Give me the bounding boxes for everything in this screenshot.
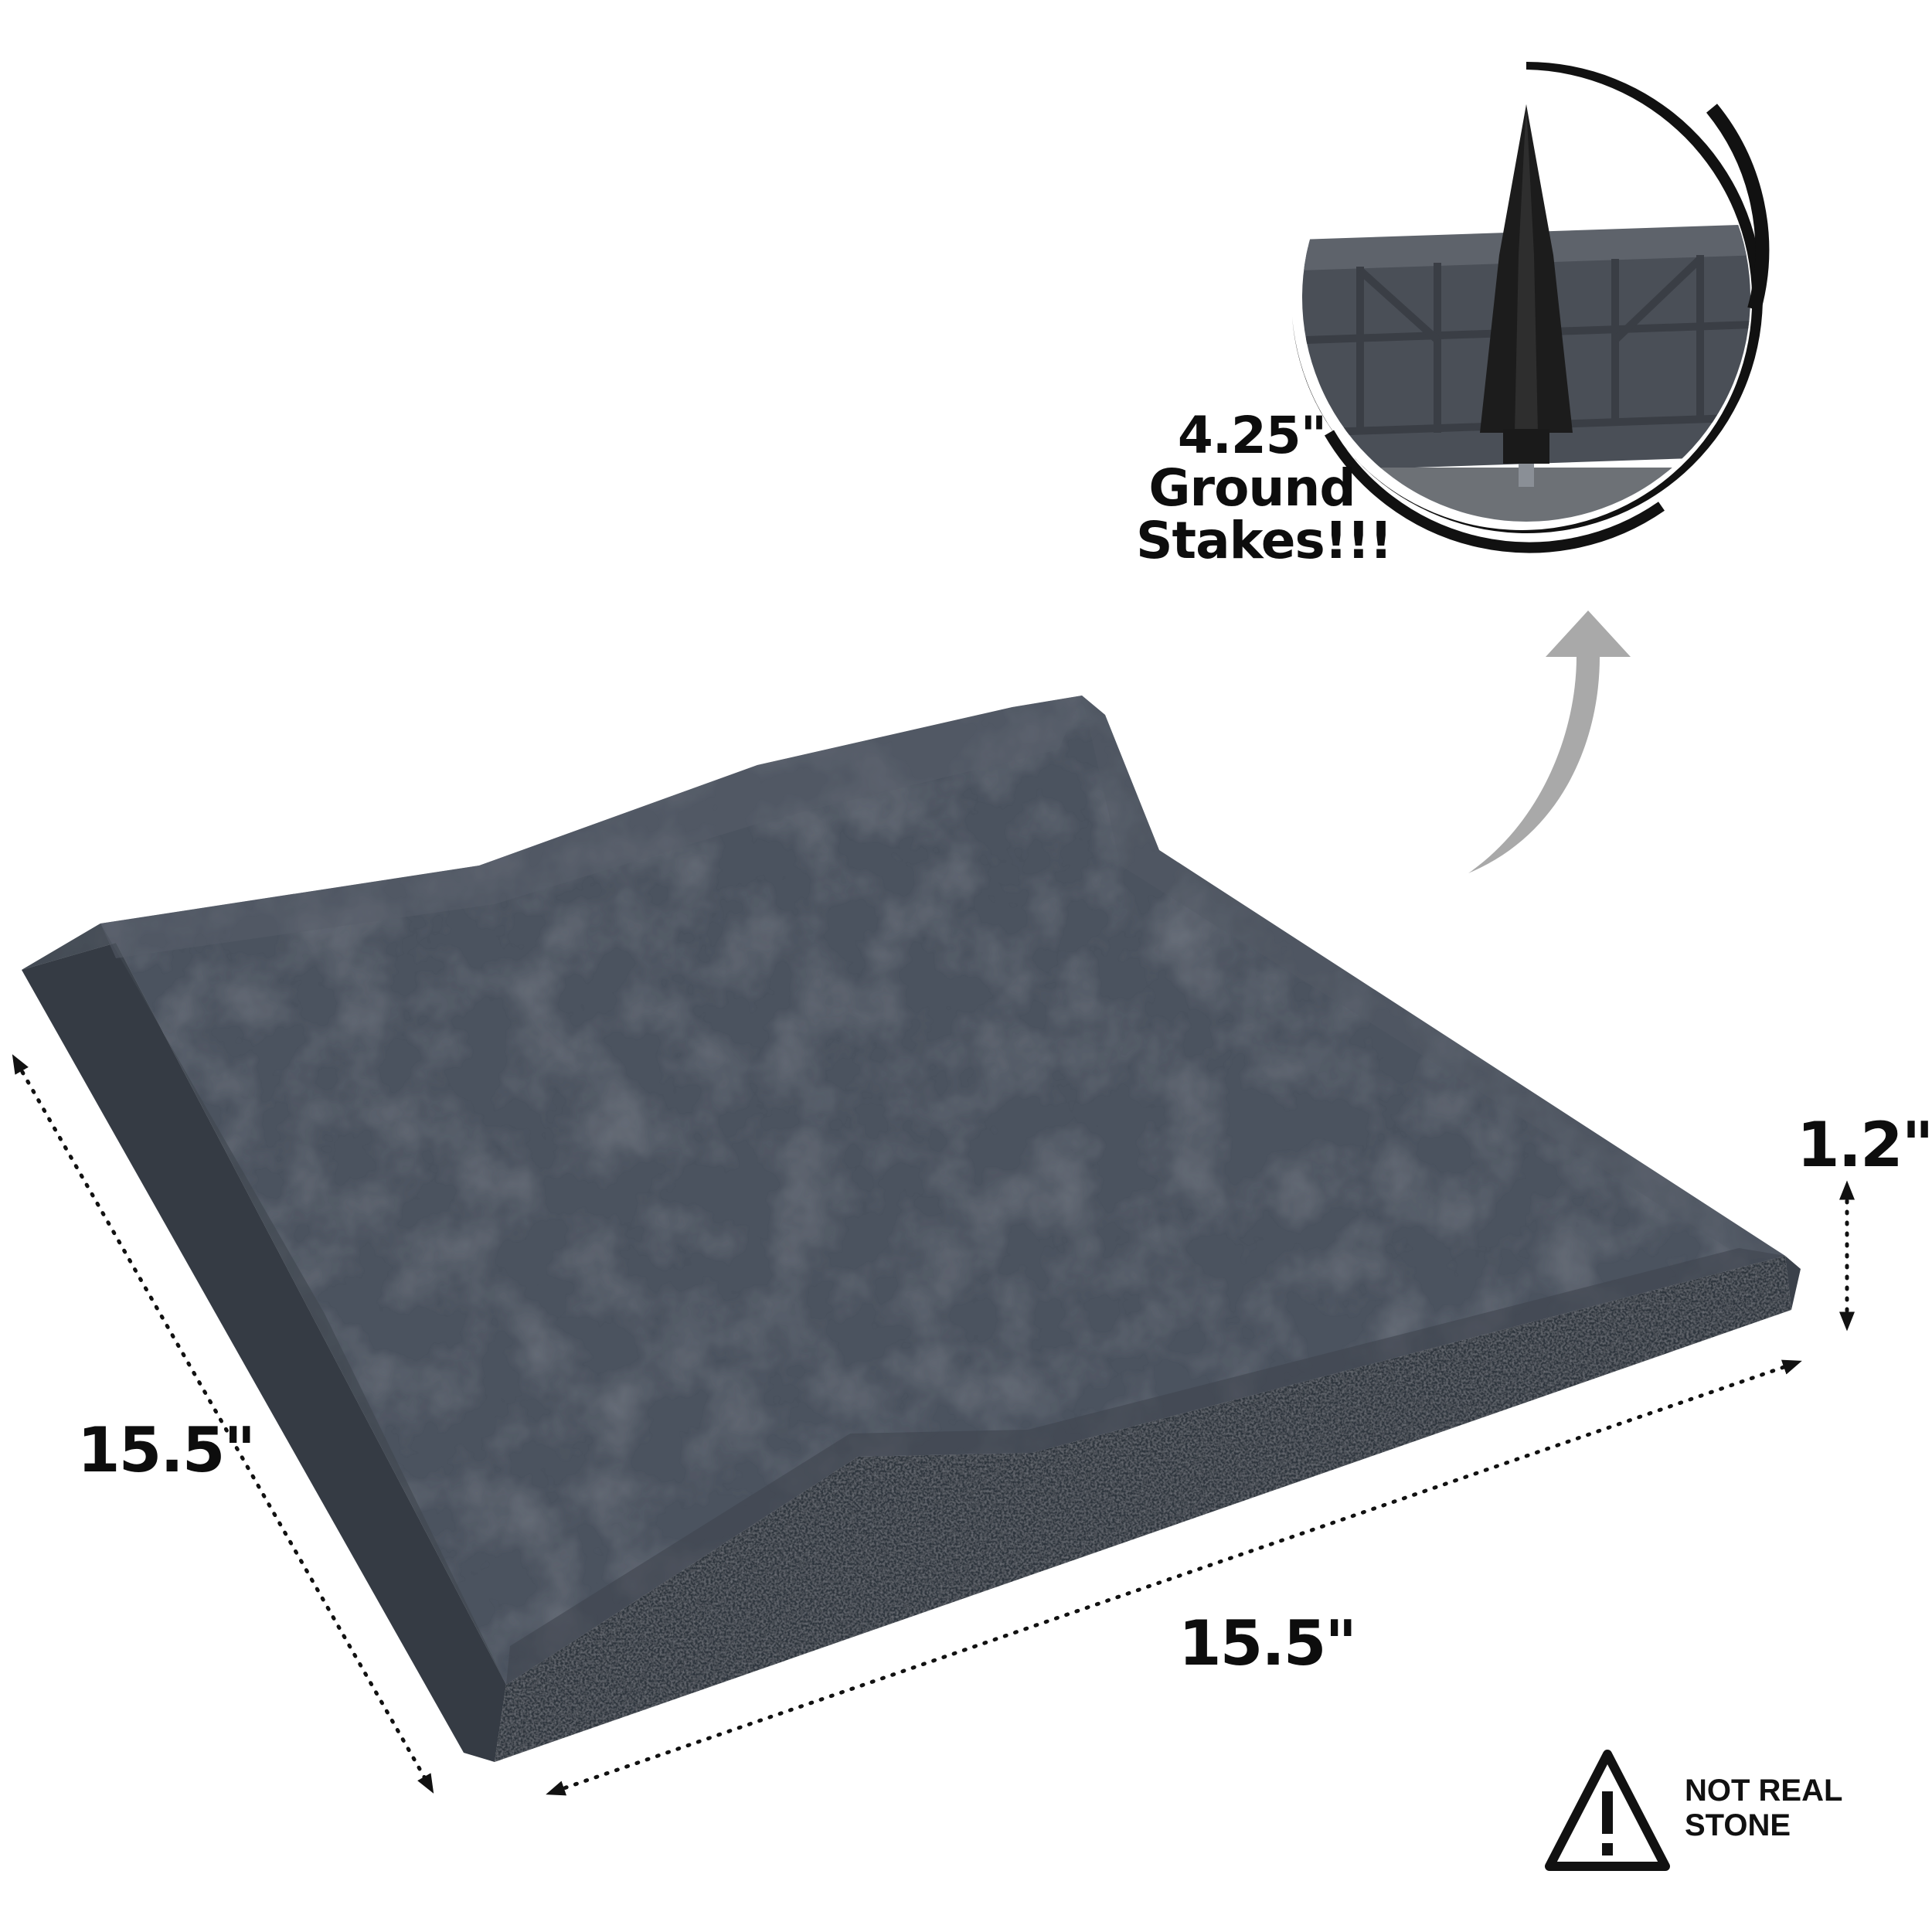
callout-line-3: Stakes!!! <box>1136 511 1393 570</box>
width-dimension-label: 15.5" <box>1179 1607 1356 1679</box>
curved-arrow-icon <box>1468 611 1631 873</box>
callout-line-1: 4.25" <box>1177 406 1327 465</box>
stone-paver <box>22 696 1801 1762</box>
callout-line-2: Ground <box>1148 458 1355 518</box>
depth-dimension-label: 15.5" <box>77 1414 255 1486</box>
warning-text: NOT REAL STONE <box>1685 1774 1842 1842</box>
warning-triangle-icon <box>1549 1754 1665 1866</box>
stake-callout-text <box>1136 406 1393 570</box>
height-dimension-label: 1.2" <box>1797 1109 1932 1181</box>
